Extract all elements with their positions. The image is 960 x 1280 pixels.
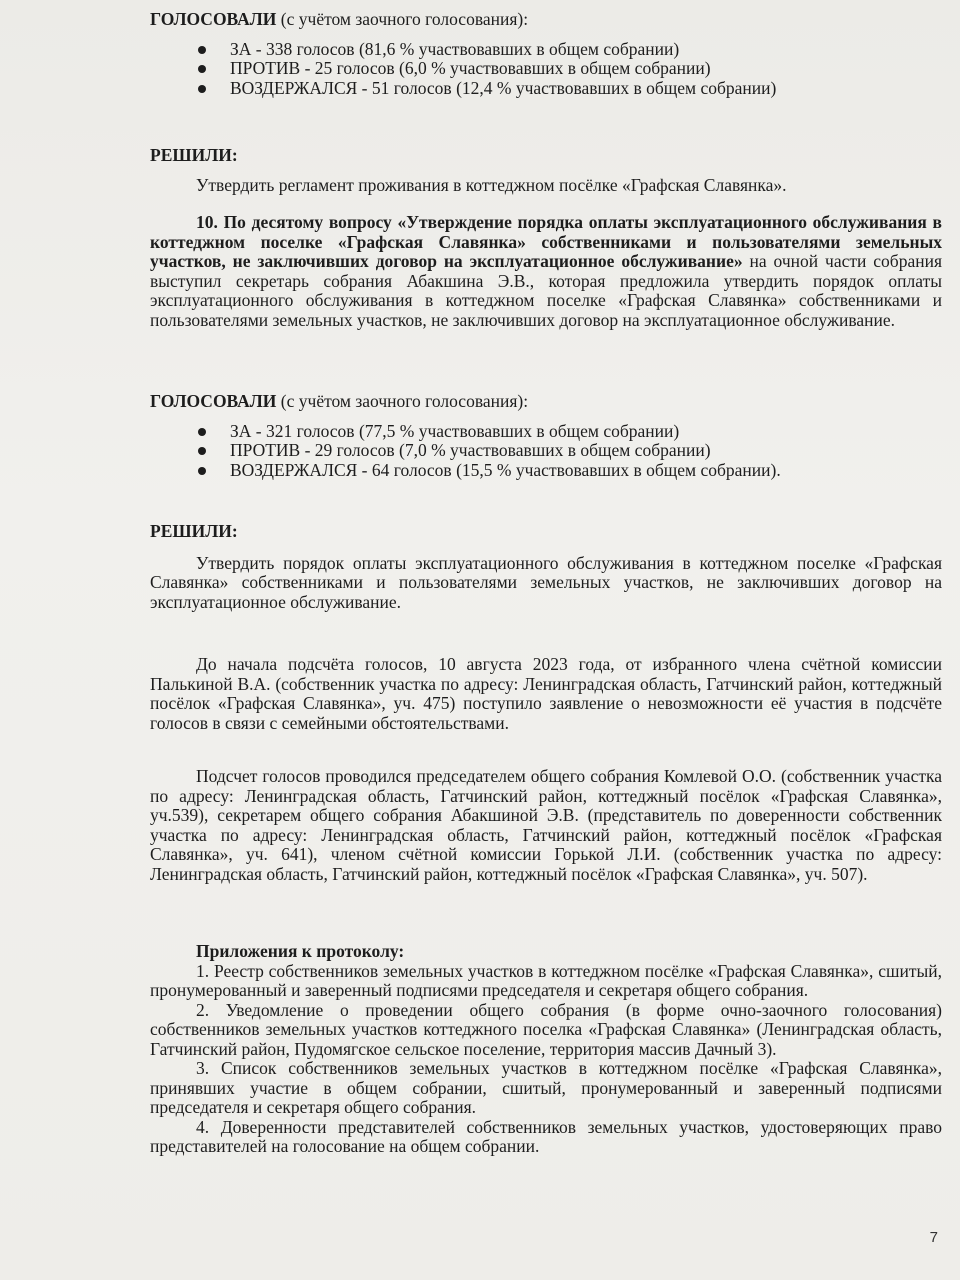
bullet-icon <box>198 46 206 54</box>
counting-paragraph: Подсчет голосов проводился председателем общего собрания Комлевой О.О. (собственник участка по адресу: Ленинградская область, Гатчинский район, коттеджный посёлок «Графская Славянка», уч.539), секретарем общего собрания Абакшиной Э.В. (представитель по доверенности собственник участка по адресу: Ленинградская область, Гатчинский район, коттеджный посёлок «Графская Славянка», уч. 641), членом счётной комиссии Горькой Л.И. (собственник участка по адресу: Ленинградская область, Гатчинский район, коттеджный посёлок «Графская Славянка», уч. 507). <box>150 766 942 884</box>
appendix-item: 4. Доверенности представителей собственников земельных участков, удостоверяющих право представителей на голосование на общем собрании. <box>150 1116 942 1156</box>
decision-text: Утвердить порядок оплаты эксплуатационного обслуживания в коттеджном поселке «Графская Славянка» собственниками и пользователями земельных участков, не заключивших договор на эксплуатационное обслуживание. <box>150 552 942 612</box>
vote-heading-label: ГОЛОСОВАЛИ <box>150 391 277 411</box>
decision-section-1 <box>150 146 942 195</box>
vote-heading-note: (с учётом заочного голосования): <box>280 9 529 29</box>
vote-heading <box>150 392 942 412</box>
counting-member-section <box>150 655 942 733</box>
appendices-section <box>150 942 942 1157</box>
vote-item-against: ПРОТИВ - 29 голосов (7,0 % участвовавших в общем собрании) <box>150 441 942 461</box>
counting-member-paragraph: До начала подсчёта голосов, 10 августа 2023 года, от избранного члена счётной комиссии Палькиной В.А. (собственник участка по адресу: Ленинградская область, Гатчинский район, коттеджный посёлок «Графская Славянка», уч. 475) поступило заявление о невозможности её участия в подсчёте голосов в связи с семейными обстоятельствами. <box>150 654 942 733</box>
page-number: 7 <box>929 1229 938 1246</box>
bullet-icon <box>198 85 206 93</box>
question-10-text: на очной части собрания выступил секретарь собрания Абакшина Э.В., которая предложила утвердить порядок оплаты эксплуатационного обслуживания в коттеджном поселке «Графская Славянка» собственниками и пользователями земельных участков, не заключивших договор на эксплуатационное обслуживание. <box>150 251 942 330</box>
decision-text: Утвердить регламент проживания в коттеджном посёлке «Графская Славянка». <box>196 174 787 195</box>
vote-heading-label: ГОЛОСОВАЛИ <box>150 9 277 29</box>
vote-item-for: ЗА - 338 голосов (81,6 % участвовавших в общем собрании) <box>150 40 942 60</box>
decision-section-2 <box>150 522 942 612</box>
question-10-title: 10. По десятому вопросу «Утверждение порядка оплаты эксплуатационного обслуживания в коттеджном поселке «Графская Славянка» собственниками и пользователями земельных участков, не заключивших договор на эксплуатационное обслуживание» <box>150 212 942 271</box>
question-10-paragraph <box>150 213 942 330</box>
bullet-icon <box>198 428 206 436</box>
vote-section-2 <box>150 392 942 480</box>
appendices-heading: Приложения к протоколу: <box>196 941 405 961</box>
bullet-icon <box>198 65 206 73</box>
vote-list <box>150 422 942 481</box>
vote-item-against: ПРОТИВ - 25 голосов (6,0 % участвовавших в общем собрании) <box>150 59 942 79</box>
bullet-icon <box>198 447 206 455</box>
counting-section <box>150 767 942 884</box>
decision-heading: РЕШИЛИ: <box>150 145 238 165</box>
vote-item-abstain: ВОЗДЕРЖАЛСЯ - 64 голосов (15,5 % участвовавших в общем собрании). <box>150 461 942 481</box>
question-10-section <box>150 213 942 330</box>
vote-item-for: ЗА - 321 голосов (77,5 % участвовавших в общем собрании) <box>150 422 942 442</box>
vote-heading <box>150 10 942 30</box>
vote-list <box>150 40 942 99</box>
appendix-item: 2. Уведомление о проведении общего собрания (в форме очно-заочного голосования) собственников земельных участков коттеджного поселка «Графская Славянка» (Ленинградская область, Гатчинский район, Пудомягское сельское поселение, территория массив Дачный 3). <box>150 999 942 1059</box>
appendix-item: 3. Список собственников земельных участков в коттеджном посёлке «Графская Славянка», принявших участие в общем собрании, сшитый, пронумерованный и заверенный подписями председателя и секретаря общего собрания. <box>150 1058 942 1117</box>
appendix-item: 1. Реестр собственников земельных участков в коттеджном посёлке «Графская Славянка», сшитый, пронумерованный и заверенный подписями председателя и секретаря общего собрания. <box>150 960 942 1000</box>
vote-item-abstain: ВОЗДЕРЖАЛСЯ - 51 голосов (12,4 % участвовавших в общем собрании) <box>150 79 942 99</box>
decision-heading: РЕШИЛИ: <box>150 521 238 541</box>
vote-heading-note: (с учётом заочного голосования): <box>280 391 529 411</box>
bullet-icon <box>198 467 206 475</box>
vote-section-1 <box>150 10 942 98</box>
